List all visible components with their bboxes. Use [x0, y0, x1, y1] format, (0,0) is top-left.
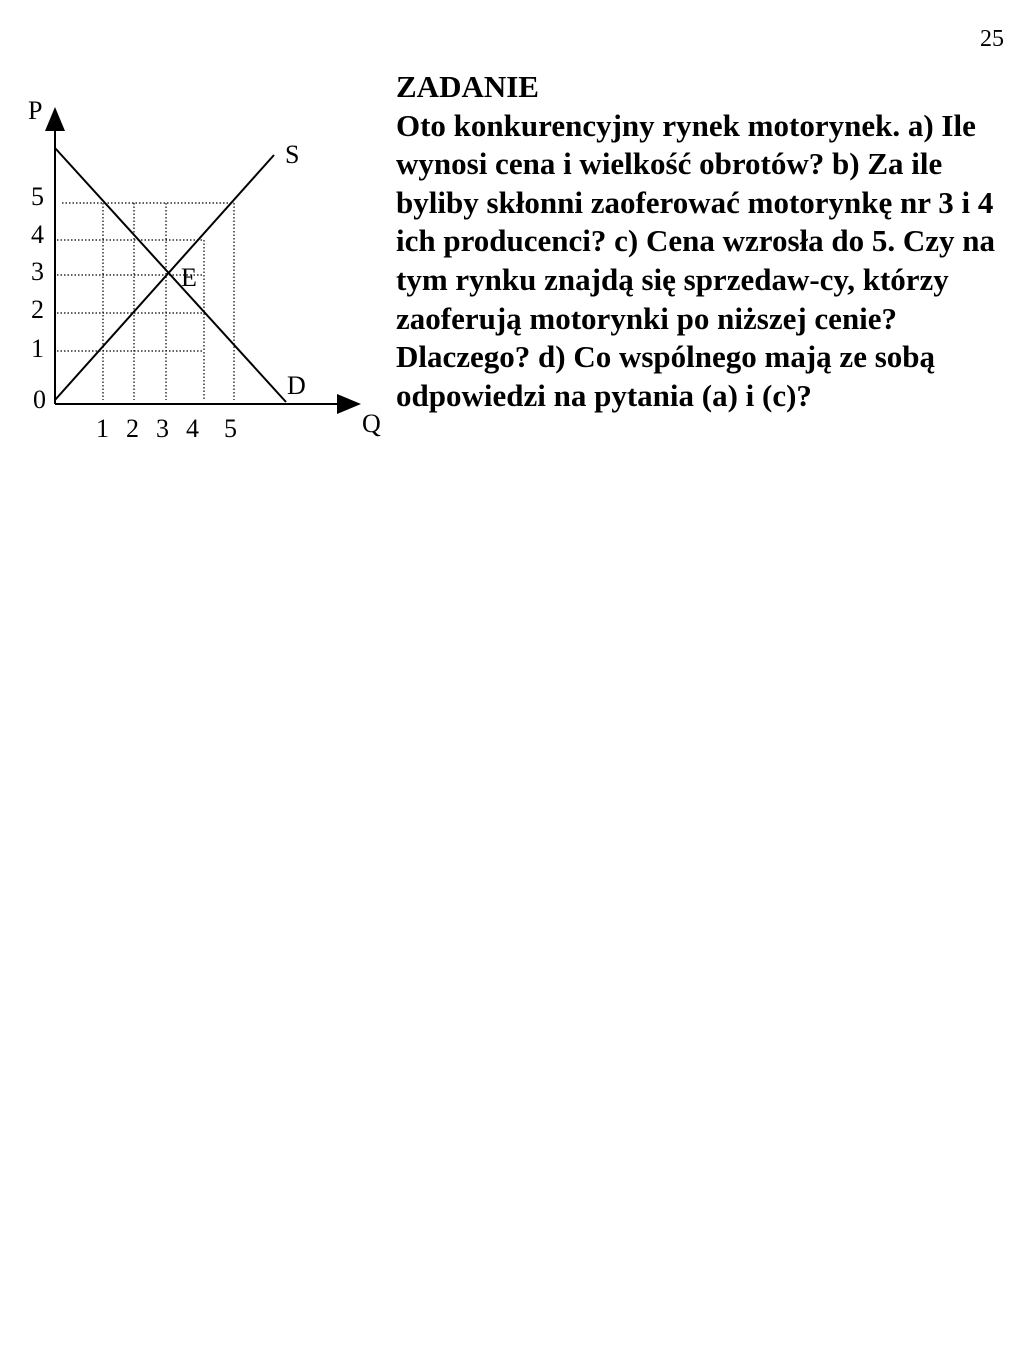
y-tick-label-3: 3 — [31, 257, 44, 286]
p-axis-arrow — [45, 107, 65, 131]
x-tick-label-2: 2 — [126, 414, 139, 443]
task-title: ZADANIE — [396, 69, 539, 104]
q-axis-label: Q — [362, 409, 381, 438]
equilibrium-label: E — [181, 263, 197, 292]
x-tick-label-4: 4 — [186, 414, 199, 443]
supply-label: S — [285, 140, 300, 169]
chart-grid — [57, 203, 234, 400]
y-tick-label-2: 2 — [31, 295, 44, 324]
p-axis-label: P — [28, 96, 43, 125]
x-tick-label-5: 5 — [224, 414, 237, 443]
y-tick-label-4: 4 — [31, 220, 44, 249]
y-tick-label-1: 1 — [31, 334, 44, 363]
origin-label: 0 — [33, 385, 46, 414]
task-body: Oto konkurencyjny rynek motorynek. a) Ile wynosi cena i wielkość obrotów? b) Za ile byliby skłonni zaoferować motorynkę nr 3 i 4 ich producenci? c) Cena wzrosła do 5. Czy na tym rynku znajdą się sprzedaw-cy, którzy zaoferują motorynki po niższej cenie? Dlaczego? d) Co wspólnego mają ze sobą odpowiedzi na pytania (a) i (c)? — [396, 107, 996, 413]
supply-curve — [55, 155, 274, 400]
task-text-block — [396, 68, 1022, 415]
page-number: 25 — [980, 26, 1004, 52]
x-tick-label-1: 1 — [96, 414, 109, 443]
supply-demand-chart — [0, 0, 390, 450]
demand-label: D — [287, 371, 306, 400]
y-tick-label-5: 5 — [31, 182, 44, 211]
q-axis-arrow — [337, 394, 361, 414]
x-tick-label-3: 3 — [156, 414, 169, 443]
